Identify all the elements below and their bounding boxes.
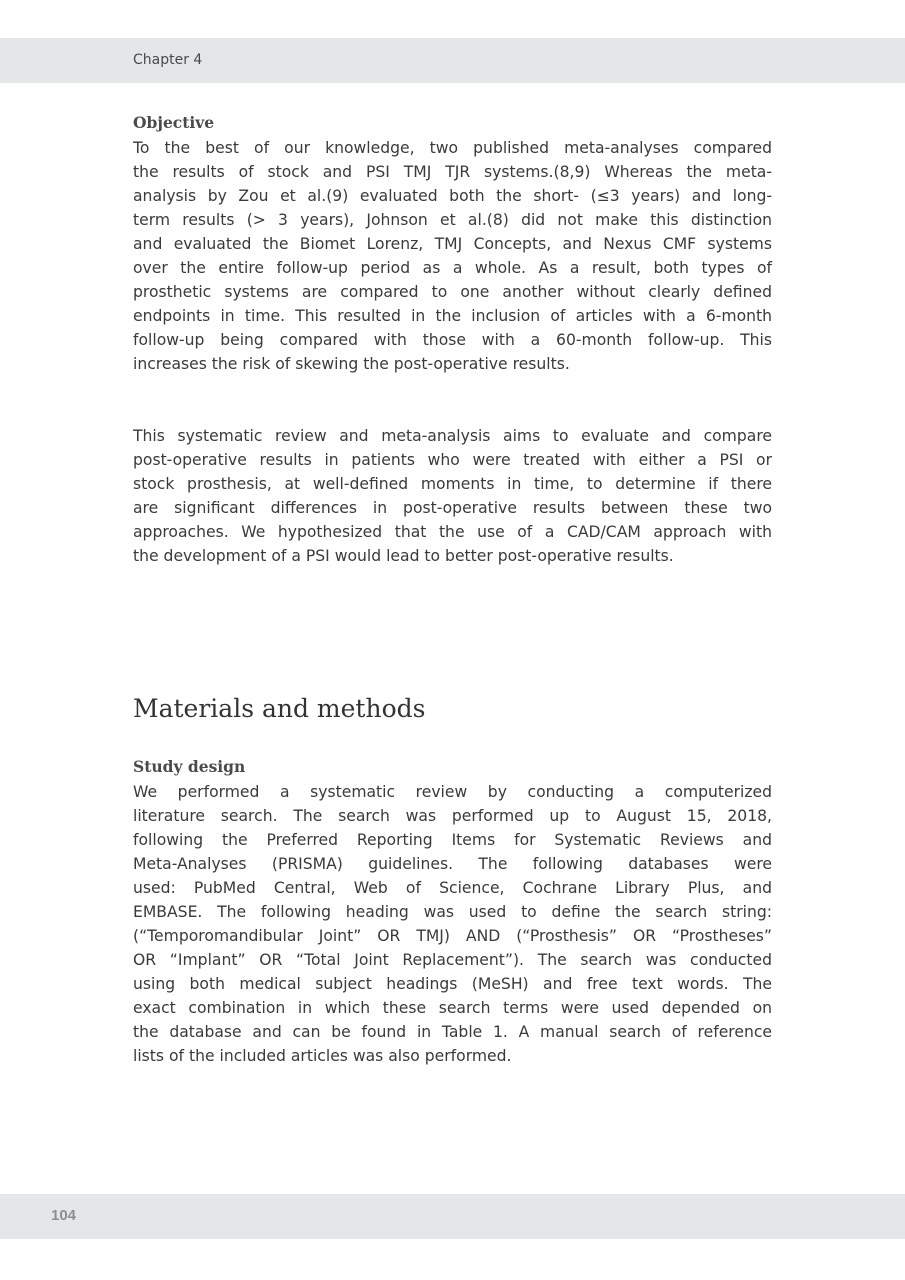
text-line: the development of a PSI would lead to better post-operative results. [133, 547, 674, 565]
text-line: post-operative results in patients who were treated with either a PSI or [133, 451, 772, 469]
text-line: term results (> 3 years), Johnson et al.(8) did not make this distinction [133, 211, 772, 229]
text-line: OR “Implant” OR “Total Joint Replacement”). The search was conducted [133, 951, 772, 969]
text-line: follow-up being compared with those with a 60-month follow-up. This [133, 331, 772, 349]
running-footer [0, 1194, 905, 1239]
text-line: are significant differences in post-operative results between these two [133, 499, 772, 517]
text-line: using both medical subject headings (MeSH) and free text words. The [133, 975, 772, 993]
text-line: endpoints in time. This resulted in the inclusion of articles with a 6-month [133, 307, 772, 325]
page-number: 104 [51, 1207, 77, 1224]
text-line: over the entire follow-up period as a whole. As a result, both types of [133, 259, 772, 277]
study-design-paragraph [133, 780, 772, 1068]
text-line: exact combination in which these search terms were used depended on [133, 999, 772, 1017]
text-line: To the best of our knowledge, two published meta-analyses compared [133, 139, 772, 157]
study-design-heading: Study design [133, 757, 246, 776]
text-line: We performed a systematic review by conducting a computerized [133, 783, 772, 801]
text-line: EMBASE. The following heading was used to define the search string: [133, 903, 772, 921]
text-line: prosthetic systems are compared to one another without clearly defined [133, 283, 772, 301]
section-heading-materials-methods: Materials and methods [133, 694, 426, 723]
text-line: and evaluated the Biomet Lorenz, TMJ Concepts, and Nexus CMF systems [133, 235, 772, 253]
text-line: (“Temporomandibular Joint” OR TMJ) AND (“Prosthesis” OR “Prostheses” [133, 927, 772, 945]
objective-paragraph-1 [133, 136, 772, 376]
text-line: literature search. The search was performed up to August 15, 2018, [133, 807, 772, 825]
objective-paragraph-2 [133, 424, 772, 568]
text-line: lists of the included articles was also performed. [133, 1047, 512, 1065]
text-line: This systematic review and meta-analysis aims to evaluate and compare [133, 427, 772, 445]
text-line: Meta-Analyses (PRISMA) guidelines. The following databases were [133, 855, 772, 873]
text-line: used: PubMed Central, Web of Science, Cochrane Library Plus, and [133, 879, 772, 897]
text-line: following the Preferred Reporting Items for Systematic Reviews and [133, 831, 772, 849]
running-header [0, 38, 905, 83]
text-line: the database and can be found in Table 1. A manual search of reference [133, 1023, 772, 1041]
chapter-label: Chapter 4 [133, 52, 203, 68]
text-line: increases the risk of skewing the post-operative results. [133, 355, 570, 373]
text-line: the results of stock and PSI TMJ TJR systems.(8,9) Whereas the meta- [133, 163, 772, 181]
objective-heading: Objective [133, 113, 215, 132]
text-line: stock prosthesis, at well-defined moments in time, to determine if there [133, 475, 772, 493]
text-line: analysis by Zou et al.(9) evaluated both the short- (≤3 years) and long- [133, 187, 772, 205]
text-line: approaches. We hypothesized that the use of a CAD/CAM approach with [133, 523, 772, 541]
